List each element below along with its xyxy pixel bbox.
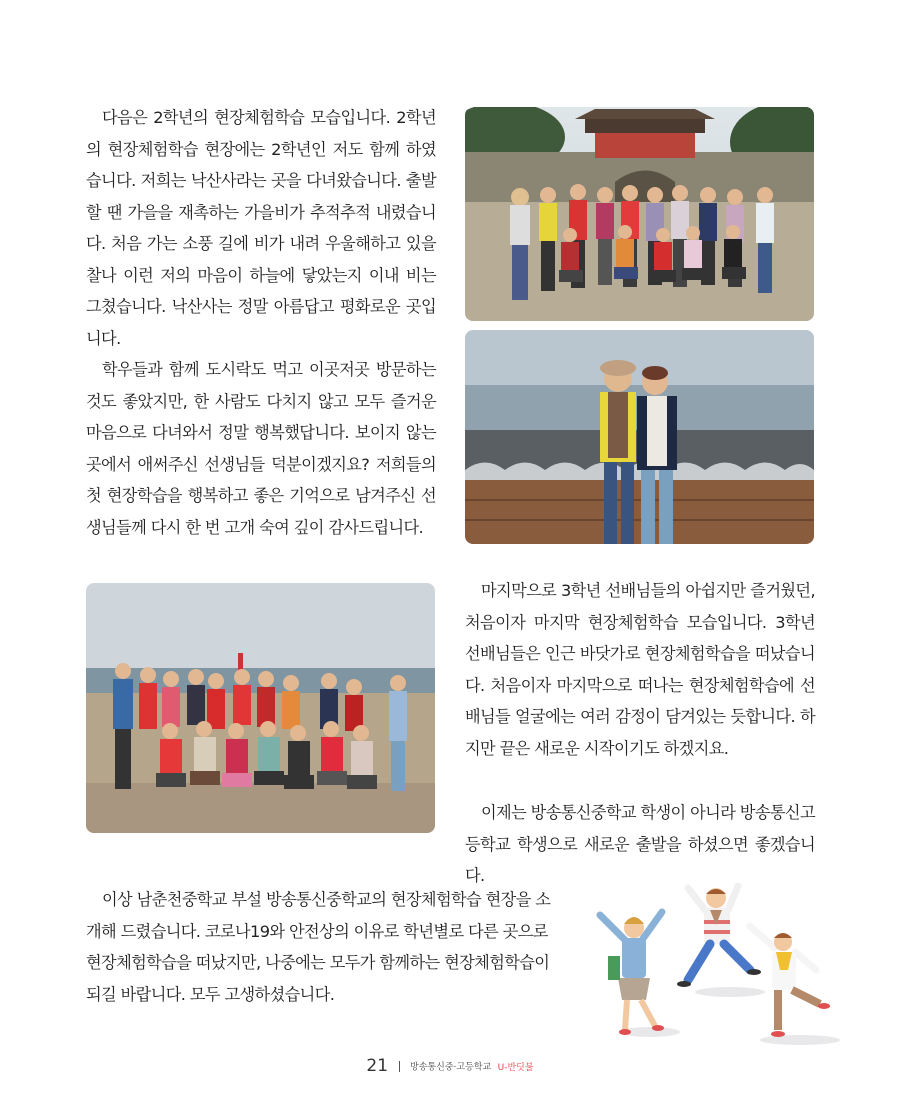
footer-school-name: 방송통신중·고등학교: [410, 1062, 492, 1073]
photo-beach-group: [86, 583, 435, 833]
paragraph-third-grade-wish: 이제는 방송통신중학교 학생이 아니라 방송통신고등학교 학생으로 새로운 출발을 하셨으면 좋겠습니다.: [465, 803, 815, 885]
page-footer: [0, 1056, 900, 1076]
paragraph-second-grade-intro: 다음은 2학년의 현장체험학습 모습입니다. 2학년의 현장체험학습 현장에는 2학년인 저도 함께 하였습니다. 저희는 낙산사라는 곳을 다녀왔습니다. 출발할 땐 가을을 재촉하는 가을비가 추적추적 내렸습니다. 처음 가는 소풍 길에 비가 내려 우울해하고 있을 찰나 이런 저의 마음이 하늘에 닿았는지 이내 비는 그쳤습니다. 낙산사는 정말 아름답고 평화로운 곳입니다.: [86, 108, 436, 348]
photo-seaside-pair: [465, 330, 814, 544]
page-number: 21: [366, 1056, 389, 1076]
paragraph-third-grade-intro: 마지막으로 3학년 선배님들의 아쉽지만 즐거웠던, 처음이자 마지막 현장체험학습 모습입니다. 3학년 선배님들은 인근 바닷가로 현장체험학습을 떠났습니다. 처음이자 마지막으로 떠나는 현장체험학습에 선배님들 얼굴에는 여러 감정이 담겨있는 듯합니다. 하지만 끝은 새로운 시작이기도 하겠지요.: [465, 581, 815, 758]
footer-divider: [399, 1061, 400, 1072]
paragraph-second-grade-thanks: 학우들과 함께 도시락도 먹고 이곳저곳 방문하는 것도 좋았지만, 한 사람도 다치지 않고 모두 즐거운 마음으로 다녀와서 정말 행복했답니다. 보이지 않는 곳에서 애써주신 선생님들 덕분이겠지요? 저희들의 첫 현장학습을 행복하고 좋은 기억으로 남겨주신 선생님들께 다시 한 번 고개 숙여 깊이 감사드립니다.: [86, 360, 436, 537]
footer-magazine-name: U-반딧불: [497, 1062, 534, 1073]
paragraph-closing: 이상 남춘천중학교 부설 방송통신중학교의 현장체험학습 현장을 소개해 드렸습니다. 코로나19와 안전상의 이유로 학년별로 다른 곳으로 현장체험학습을 떠났지만, 나중에는 모두가 함께하는 현장체험학습이 되길 바랍니다. 모두 고생하셨습니다.: [86, 890, 551, 1004]
cheering-people-illustration: [580, 880, 850, 1050]
photo-naksansa-group: [465, 107, 814, 321]
